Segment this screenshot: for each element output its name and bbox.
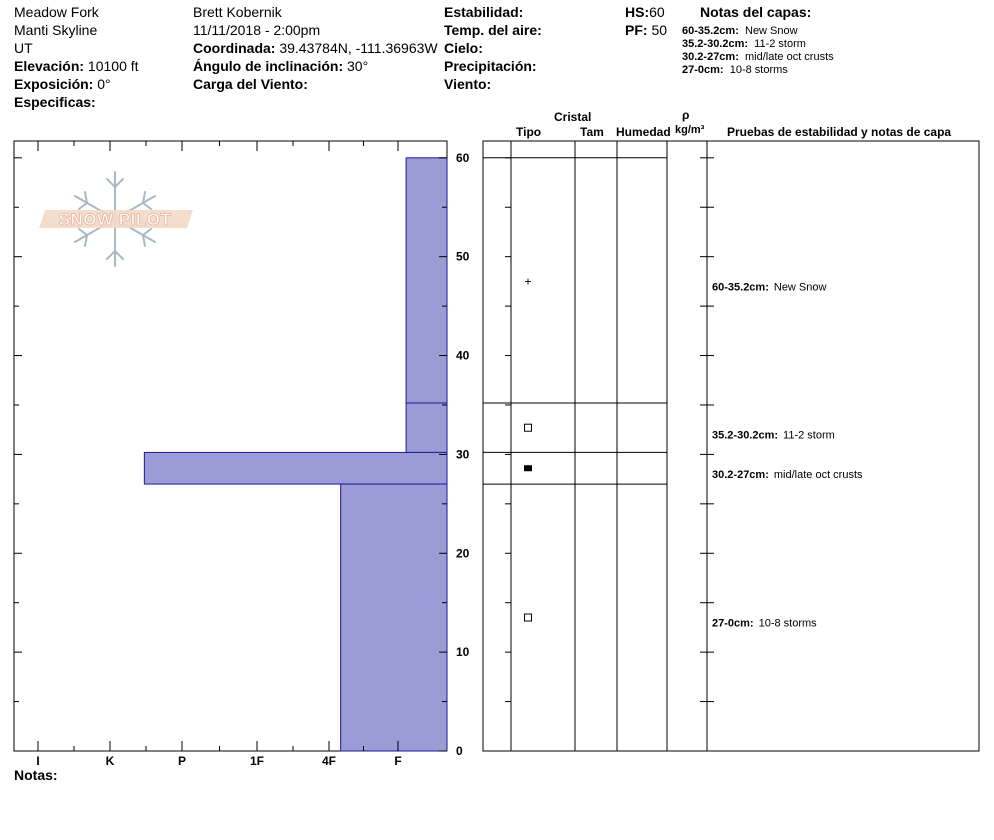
layer-note-text: 10-8 storms [729, 64, 788, 76]
layer-note-text: New Snow [745, 25, 798, 37]
snow-pilot-logo [39, 172, 193, 266]
wind-load-label: Carga del Viento: [193, 76, 308, 92]
hardness-tick-label: 4F [321, 754, 337, 768]
layer-comment-range: 35.2-30.2cm: [712, 429, 779, 442]
coordinates-label: Coordinada: [193, 40, 276, 56]
layer-note-text: 11-2 storm [754, 38, 806, 50]
height-tick-label: 50 [456, 249, 470, 264]
specifics-label: Especificas: [14, 94, 96, 110]
snow-pilot-logo-text: SNOW PILOT [58, 210, 172, 229]
layer-comment [712, 469, 863, 481]
layer-comment-text: mid/late oct crusts [773, 469, 863, 482]
location-name: Meadow Fork [14, 4, 99, 20]
layer-comment [712, 430, 835, 442]
layer-comment-text: 10-8 storms [758, 617, 817, 630]
air-temp-label: Temp. del aire: [444, 22, 542, 38]
height-tick-label: 60 [456, 150, 470, 165]
aspect-value: 0° [97, 76, 111, 92]
hardness-tick-label: P [177, 754, 187, 768]
tests-header: Pruebas de estabilidad y notas de capa [727, 125, 952, 139]
hardness-bar [144, 452, 447, 484]
hardness-bars [144, 158, 447, 751]
height-tick-label: 40 [456, 348, 470, 363]
cristal-header: Cristal [554, 110, 592, 124]
grain-symbols [524, 274, 531, 621]
layer-comment [712, 281, 827, 293]
aspect-label: Exposición: [14, 76, 94, 92]
elevation-value: 10100 ft [87, 58, 139, 74]
grain-symbol-crust [525, 466, 532, 471]
observer-name: Brett Kobernik [193, 4, 282, 20]
layer-comment-range: 30.2-27cm: [712, 469, 769, 482]
grain-symbol-precip: + [524, 274, 532, 289]
layer-comments [712, 281, 863, 629]
slope-angle-value: 30° [347, 58, 369, 74]
pf-label: PF: [625, 22, 648, 38]
hardness-tick-label: K [105, 754, 115, 768]
hardness-tick-label: F [394, 754, 402, 768]
layer-comment [712, 617, 817, 629]
height-tick-label: 10 [456, 645, 470, 660]
precipitation-label: Precipitación: [444, 58, 537, 74]
layer-comment-range: 60-35.2cm: [712, 281, 769, 294]
layer-comment-text: 11-2 storm [783, 429, 835, 442]
layer-note-range: 60-35.2cm: [682, 25, 739, 37]
elevation-label: Elevación: [14, 58, 85, 74]
hs-value: 60 [649, 4, 665, 20]
layer-note-range: 35.2-30.2cm: [682, 38, 749, 50]
range-name: Manti Skyline [14, 22, 98, 38]
layer-notes-title: Notas del capas: [700, 4, 812, 20]
layer-comment-text: New Snow [773, 281, 827, 294]
hardness-tick-label: 1F [249, 754, 265, 768]
observation-datetime: 11/11/2018 - 2:00pm [193, 22, 321, 38]
coordinates-value: 39.43784N, -111.36963W [279, 40, 438, 56]
sky-label: Cielo: [444, 40, 483, 56]
layer-table-frame [483, 141, 979, 751]
grain-symbol-facet [525, 424, 532, 431]
density-unit-header: kg/m³ [675, 124, 705, 136]
hardness-bar [406, 158, 447, 403]
layer-note-range: 27-0cm: [682, 64, 724, 76]
hardness-tick-label: I [36, 754, 40, 768]
density-rho-header: ρ [682, 108, 690, 122]
hardness-bar [341, 484, 447, 751]
humedad-header: Humedad [616, 125, 671, 139]
height-tick-label: 30 [456, 447, 470, 462]
grain-symbol-facet [525, 614, 532, 621]
tipo-header: Tipo [516, 125, 542, 139]
height-tick-label: 0 [456, 744, 463, 758]
tam-header: Tam [580, 125, 604, 139]
layer-comment-range: 27-0cm: [712, 617, 754, 630]
state-name: UT [14, 40, 33, 56]
layer-note-text: mid/late oct crusts [745, 51, 834, 63]
slope-angle-label: Ángulo de inclinación: [193, 58, 344, 74]
table-height-ticks [505, 158, 714, 751]
layer-note-range: 30.2-27cm: [682, 51, 739, 63]
hardness-bar [406, 403, 447, 452]
hs-label: HS: [625, 4, 650, 20]
stability-label: Estabilidad: [444, 4, 524, 20]
height-tick-label: 20 [456, 546, 470, 561]
notes-label: Notas: [14, 767, 58, 783]
wind-label: Viento: [444, 76, 492, 92]
pf-value: 50 [651, 22, 668, 38]
